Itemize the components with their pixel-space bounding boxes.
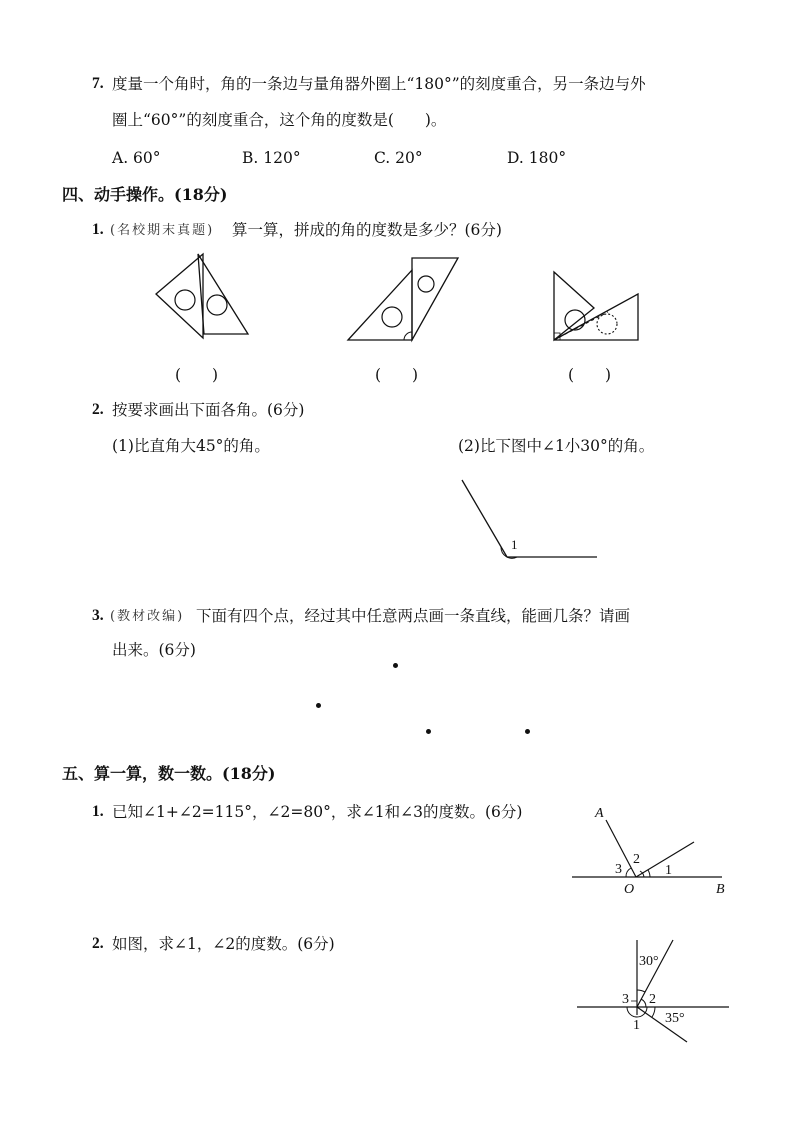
point-2[interactable]: [316, 703, 321, 708]
s4-q3-tag: (教材改编): [110, 609, 185, 624]
s5-q1-text: 已知∠1+∠2=115°，∠2=80°，求∠1和∠3的度数。(6分): [112, 803, 523, 821]
q7-option-a[interactable]: A. 60°: [112, 149, 161, 167]
label-angle-2: 2: [649, 992, 656, 1007]
section5-heading: 五、算一算，数一数。(18分): [62, 764, 276, 783]
s4-q3-text-line2: 出来。(6分): [112, 641, 196, 659]
answer-blank-2[interactable]: ( ): [375, 366, 419, 384]
label-angle-1: 1: [633, 1018, 640, 1033]
point-1[interactable]: [393, 663, 398, 668]
label-30-degrees: 30°: [639, 954, 659, 969]
point-3[interactable]: [426, 729, 431, 734]
s4-q1-tag: (名校期末真题): [110, 223, 215, 238]
q7-option-d[interactable]: D. 180°: [507, 149, 567, 167]
label-angle-3: 3: [615, 862, 622, 877]
triangle-figure-2: [340, 254, 465, 344]
q7-number: 7.: [92, 75, 104, 92]
s5-q2-text: 如图，求∠1，∠2的度数。(6分): [112, 935, 335, 953]
angle-1-label: 1: [511, 537, 518, 552]
q7-text-line1: 度量一个角时，角的一条边与量角器外圈上“180°”的刻度重合，另一条边与外: [112, 75, 646, 93]
s5-q1-number: 1.: [92, 803, 104, 820]
s4-q2-sub2: (2)比下图中∠1小30°的角。: [458, 437, 655, 455]
point-4[interactable]: [525, 729, 530, 734]
s5-q2-number: 2.: [92, 935, 104, 952]
s4-q3-number: 3.: [92, 607, 104, 624]
answer-blank-1[interactable]: ( ): [175, 366, 219, 384]
label-angle-3: 3: [622, 992, 629, 1007]
s4-q2-number: 2.: [92, 401, 104, 418]
label-B: B: [716, 882, 725, 897]
s4-q1-text: 算一算，拼成的角的度数是多少？(6分): [232, 221, 502, 239]
s4-q2-text: 按要求画出下面各角。(6分): [112, 401, 305, 419]
triangle-figure-1: [150, 250, 255, 350]
label-O: O: [624, 882, 635, 897]
label-A: A: [595, 806, 604, 821]
label-35-degrees: 35°: [665, 1011, 685, 1026]
angle-diagram-1: [570, 800, 735, 900]
answer-blank-3[interactable]: ( ): [568, 366, 612, 384]
s4-q3-text: 下面有四个点，经过其中任意两点画一条直线，能画几条？请画: [196, 607, 631, 625]
triangle-figure-3: [548, 266, 643, 346]
q7-option-b[interactable]: B. 120°: [242, 149, 301, 167]
s4-q1-number: 1.: [92, 221, 104, 238]
s4-q2-sub1: (1)比直角大45°的角。: [112, 437, 270, 455]
section4-heading: 四、动手操作。(18分): [62, 185, 228, 204]
q7-option-c[interactable]: C. 20°: [374, 149, 423, 167]
q7-text-line2: 圈上“60°”的刻度重合，这个角的度数是( )。: [112, 111, 447, 129]
label-angle-2: 2: [633, 852, 640, 867]
label-angle-1: 1: [665, 863, 672, 878]
angle-1-figure: [455, 475, 605, 565]
angle-diagram-2: [575, 935, 735, 1045]
